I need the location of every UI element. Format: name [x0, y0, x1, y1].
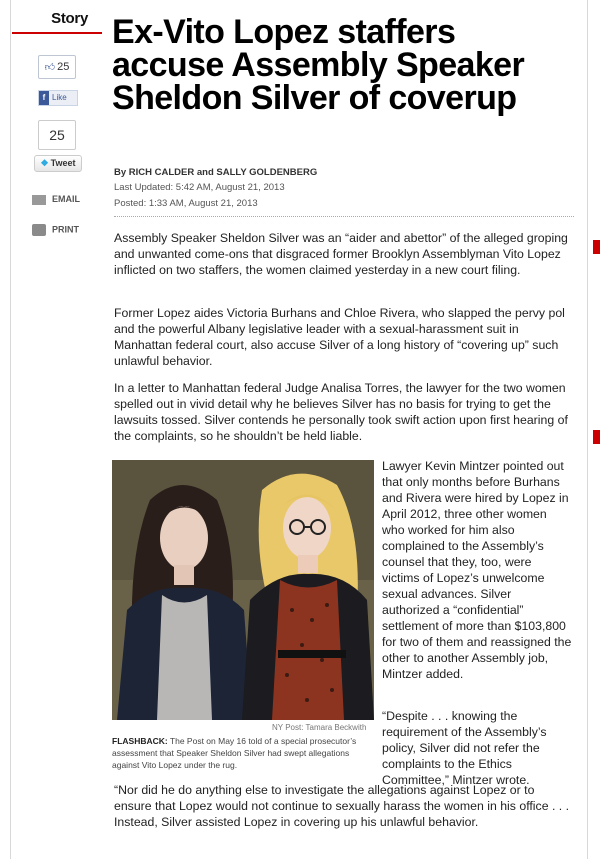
byline-divider — [114, 216, 574, 217]
right-column-marker — [593, 430, 600, 444]
caption-text: The Post on May 16 told of a special prosecutor’s assessment that Speaker Sheldon Silver had swept allegations against Vito Lopez under the rug. — [112, 736, 357, 770]
article-headline: Ex-Vito Lopez staffers accuse Assembly Speaker Sheldon Silver of coverup — [112, 13, 525, 117]
twitter-bird-icon: ❖ — [40, 158, 49, 168]
right-column-marker — [593, 240, 600, 254]
photo-credit: NY Post: Tamara Beckwith — [272, 723, 367, 732]
facebook-like-count: 👍︎ 25 — [38, 55, 76, 79]
facebook-icon: f — [39, 91, 49, 105]
email-link[interactable] — [32, 194, 80, 205]
article-paragraph: In a letter to Manhattan federal Judge Analisa Torres, the lawyer for the two women spelled out in vivid detail why he believes Silver has no basis for trying to get the lawsuits tossed. Silver contends he personally took swift action upon first hearing of the complaints, so he shouldn’t be held liable. — [114, 381, 568, 443]
facebook-like-label: Like — [52, 93, 67, 102]
story-tab-label: Story — [51, 10, 88, 27]
byline: By RICH CALDER and SALLY GOLDENBERG — [114, 167, 318, 178]
article-paragraph: “Nor did he do anything else to investigate the allegations against Lopez or to ensure that Lopez would not continue to sexually harass the women in his office . . . Instead, Silver assisted Lopez in covering up his unlawful behavior. — [114, 783, 570, 829]
email-label: EMAIL — [52, 194, 80, 204]
facebook-like-button[interactable] — [38, 90, 78, 106]
photo-caption — [112, 735, 370, 771]
posted-timestamp: Posted: 1:33 AM, August 21, 2013 — [114, 198, 258, 209]
thumbs-up-icon: 👍︎ — [44, 62, 56, 73]
article-paragraph: Lawyer Kevin Mintzer pointed out that only months before Burhans and Rivera were hired by Lopez in April 2012, three other women who worked for him also complained to the Assembly’s counsel that they, too, were victims of Lopez’s unwelcome sexual advances. Silver authorized a “confidential” settlement of more than $103,800 for two of them and reassigned the other to another Assembly job, Mintzer added. — [382, 459, 572, 681]
printer-icon — [32, 224, 46, 236]
tweet-button[interactable] — [34, 155, 82, 172]
print-link[interactable] — [32, 224, 79, 236]
caption-lead: FLASHBACK: — [112, 736, 168, 746]
print-label: PRINT — [52, 224, 79, 235]
article-paragraph: Assembly Speaker Sheldon Silver was an “aider and abettor” of the alleged groping and unwanted come-ons that disgraced former Brooklyn Assemblyman Vito Lopez inflicted on two staffers, the women claimed yesterday in a new court filing. — [114, 231, 568, 277]
story-tab[interactable] — [12, 6, 102, 34]
tweet-count: 25 — [38, 120, 76, 150]
tweet-label: Tweet — [50, 158, 76, 168]
photo-two-women — [112, 460, 374, 720]
article-paragraph: Former Lopez aides Victoria Burhans and Chloe Rivera, who slapped the pervy pol and the powerful Albany legislative leader with a sexual-harassment suit in Manhattan federal court, also accuse Silver of a long history of “covering up” such unlawful behavior. — [114, 306, 565, 368]
envelope-icon — [32, 195, 46, 205]
article-paragraph: “Despite . . . knowing the requirement of the Assembly’s policy, Silver did not refer the complaints to the Ethics Committee,” Mintzer wrote. — [382, 709, 547, 787]
share-sidebar — [12, 0, 102, 250]
last-updated-timestamp: Last Updated: 5:42 AM, August 21, 2013 — [114, 182, 285, 193]
article-photo — [112, 460, 374, 720]
